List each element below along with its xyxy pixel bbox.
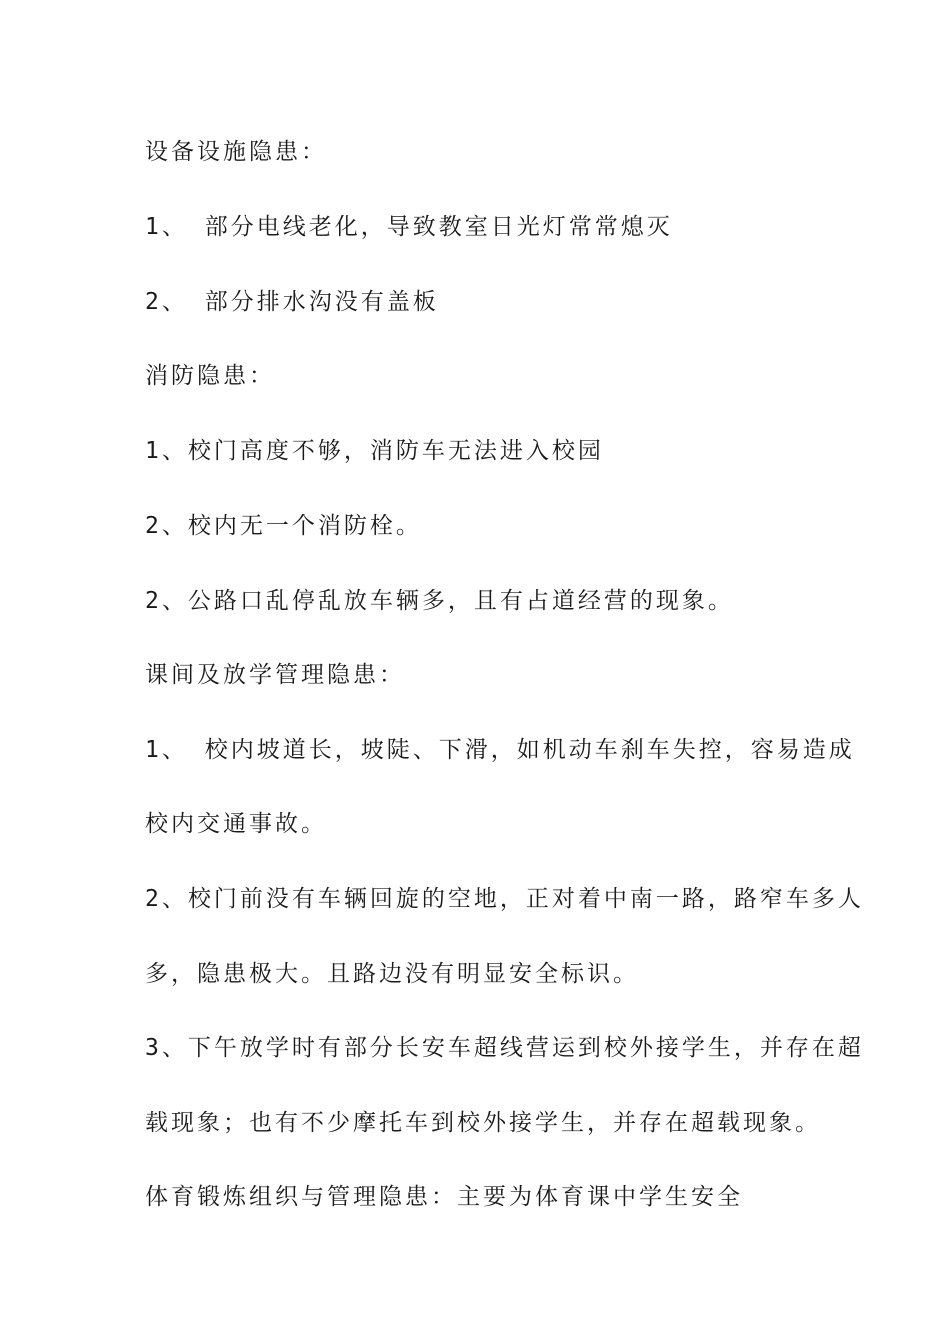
list-item: 1、校门高度不够，消防车无法进入校园 bbox=[145, 438, 604, 464]
list-item: 2、 部分排水沟没有盖板 bbox=[145, 289, 439, 315]
list-item: 2、公路口乱停乱放车辆多，且有占道经营的现象。 bbox=[145, 588, 734, 614]
section-heading-fire: 消防隐患： bbox=[145, 363, 275, 389]
list-item: 1、 校内坡道长，坡陡、下滑，如机动车刹车失控，容易造成 bbox=[145, 737, 855, 763]
list-item-continuation: 校内交通事故。 bbox=[145, 811, 327, 837]
list-item-continuation: 载现象；也有不少摩托车到校外接学生，并存在超载现象。 bbox=[145, 1110, 821, 1136]
section-heading-facilities: 设备设施隐患： bbox=[145, 139, 327, 165]
section-heading-sports: 体育锻炼组织与管理隐患：主要为体育课中学生安全 bbox=[145, 1184, 743, 1210]
list-item: 2、校内无一个消防栓。 bbox=[145, 513, 422, 539]
list-item: 2、校门前没有车辆回旋的空地，正对着中南一路，路窄车多人 bbox=[145, 886, 864, 912]
section-heading-recess: 课间及放学管理隐患： bbox=[145, 662, 405, 688]
list-item: 1、 部分电线老化，导致教室日光灯常常熄灭 bbox=[145, 214, 673, 240]
list-item: 3、下午放学时有部分长安车超线营运到校外接学生，并存在超 bbox=[145, 1035, 864, 1061]
list-item-continuation: 多，隐患极大。且路边没有明显安全标识。 bbox=[145, 961, 639, 987]
